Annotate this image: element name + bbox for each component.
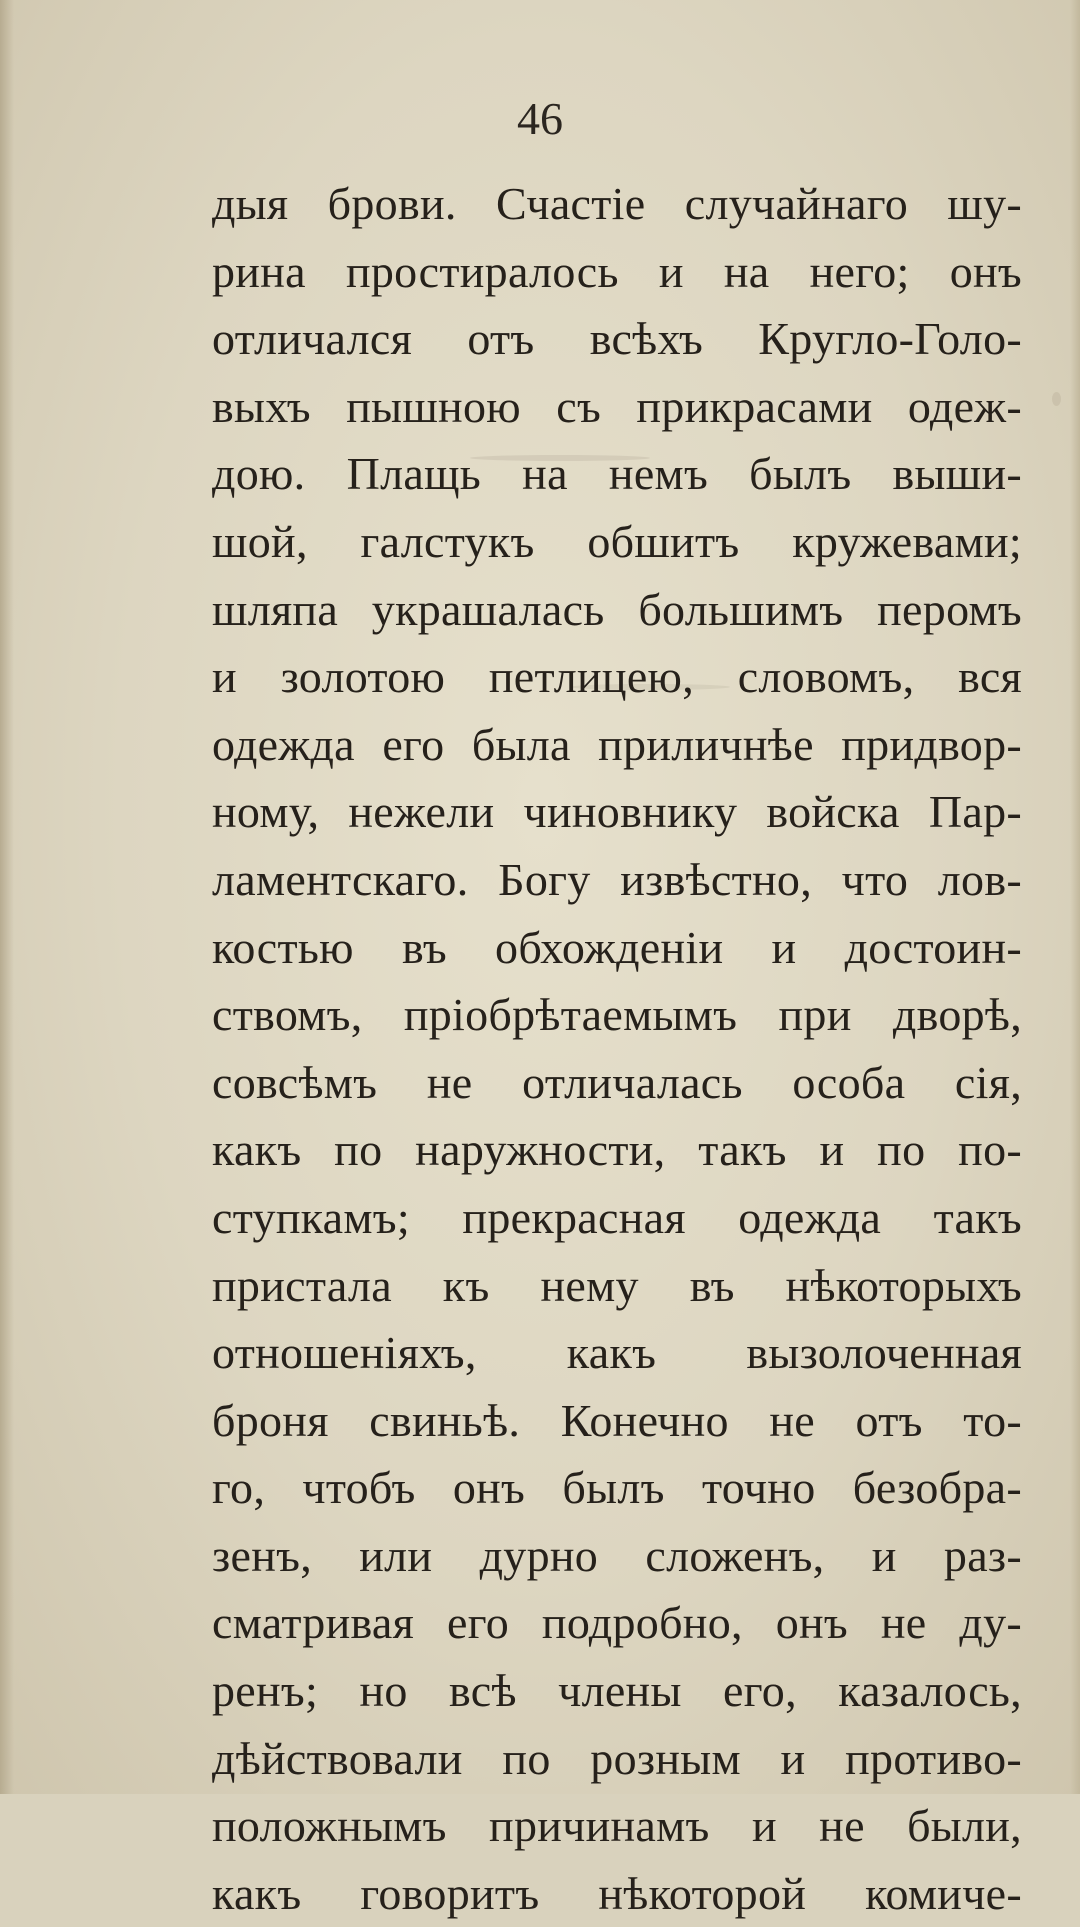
text-line: ренъ; но всѣ члены его, казалось, [212, 1665, 1022, 1717]
text-line: отношеніяхъ, какъ вызолоченная [212, 1327, 1022, 1379]
text-line: ному, нежели чиновнику войска Пар- [212, 786, 1022, 838]
text-line: рина простиралось и на него; онъ [212, 245, 1022, 297]
text-line: шой, галстукъ обшитъ кружевами; [212, 515, 1022, 567]
text-line: дою. Плащь на немъ былъ выши- [212, 448, 1022, 500]
text-line: положнымъ причинамъ и не были, [212, 1800, 1022, 1852]
text-line: какъ говоритъ нѣкоторой комиче- [212, 1867, 1022, 1919]
page-number: 46 [517, 93, 563, 144]
text-line: броня свиньѣ. Конечно не отъ то- [212, 1394, 1022, 1446]
text-line: выхъ пышною съ прикрасами одеж- [212, 380, 1022, 432]
page-left-edge [0, 0, 14, 1794]
text-line: дыя брови. Счастіе случайнаго шу- [212, 178, 1022, 229]
text-line: одежда его была приличнѣе придвор- [212, 718, 1022, 770]
page-right-edge [1070, 0, 1080, 1794]
text-line: ступкамъ; прекрасная одежда такъ [212, 1191, 1022, 1243]
text-line: зенъ, или дурно сложенъ, и раз- [212, 1529, 1022, 1581]
text-line: костью въ обхожденіи и достоин- [212, 921, 1022, 973]
ink-spot [1052, 392, 1061, 406]
text-line: сматривая его подробно, онъ не ду- [212, 1597, 1022, 1649]
text-line: ламентскаго. Богу извѣстно, что лов- [212, 853, 1022, 905]
text-line: пристала къ нему въ нѣкоторыхъ [212, 1259, 1022, 1311]
text-line: шляпа украшалась большимъ перомъ [212, 583, 1022, 635]
body-text [212, 170, 1022, 1927]
text-line: дѣйствовали по розным и противо- [212, 1732, 1022, 1784]
text-line: го, чтобъ онъ былъ точно безобра- [212, 1462, 1022, 1514]
text-line: какъ по наружности, такъ и по по- [212, 1124, 1022, 1176]
text-line: ствомъ, пріобрѣтаемымъ при дворѣ, [212, 989, 1022, 1041]
text-line: совсѣмъ не отличалась особа сія, [212, 1056, 1022, 1108]
text-line: и золотою петлицею, словомъ, вся [212, 651, 1022, 703]
text-line: отличался отъ всѣхъ Кругло-Голо- [212, 313, 1022, 365]
